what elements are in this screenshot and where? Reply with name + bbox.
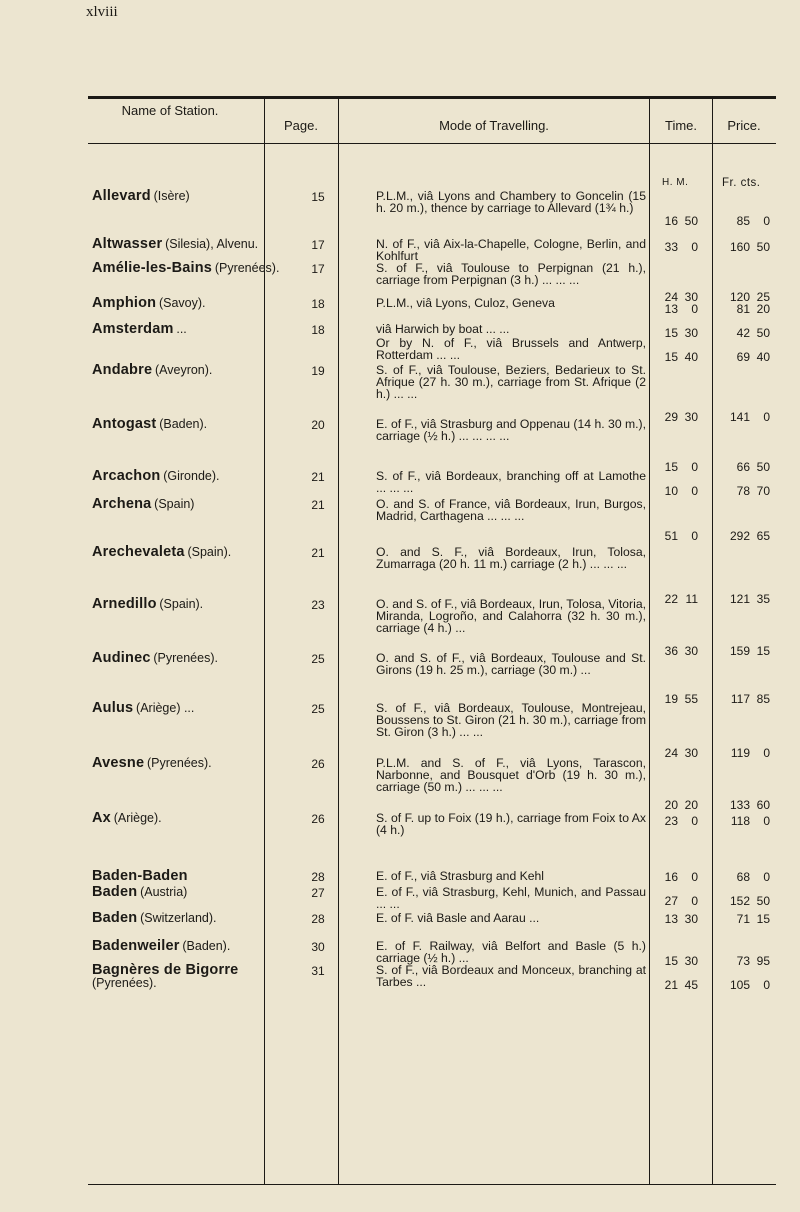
price-centimes: 70 xyxy=(756,484,770,498)
travel-mode: viâ Harwich by boat ... ... xyxy=(376,322,510,336)
time-hours: 13 xyxy=(664,912,678,926)
station-region: (Gironde). xyxy=(163,469,220,483)
price-centimes: 0 xyxy=(763,814,770,828)
travel-mode: Or by N. of F., viâ Brussels and Antwerp, Rotterdam ... ... xyxy=(376,336,646,363)
fare-price xyxy=(722,326,780,340)
station-name xyxy=(92,418,298,431)
page-ref: 28 xyxy=(311,912,325,926)
price-francs: 133 xyxy=(729,798,750,812)
travel-time xyxy=(656,978,706,992)
time-hours: 33 xyxy=(664,240,678,254)
station-region: (Pyrenées). xyxy=(214,261,280,275)
page-ref: 30 xyxy=(311,940,325,954)
station-name xyxy=(92,912,298,925)
station-region: (Ariège) ... xyxy=(136,701,195,715)
column-divider xyxy=(338,98,339,1185)
station-name xyxy=(92,238,298,251)
price-francs: 159 xyxy=(729,644,750,658)
travel-mode: E. of F., viâ Strasburg and Oppenau (14 h. 30 m.), carriage (½ h.) ... ... ... ... xyxy=(376,417,646,444)
price-units: Fr. cts. xyxy=(722,177,761,189)
time-hours: 22 xyxy=(664,592,678,606)
time-minutes: 20 xyxy=(684,798,698,812)
time-minutes: 30 xyxy=(684,746,698,760)
fare-price xyxy=(722,798,780,812)
fare-price xyxy=(722,814,780,828)
time-minutes: 11 xyxy=(685,592,698,606)
fare-price xyxy=(722,592,780,606)
page-ref: 28 xyxy=(311,870,325,884)
page-ref: 25 xyxy=(311,652,325,666)
station-title: Baden-Baden xyxy=(92,868,188,884)
page-ref: 27 xyxy=(311,886,325,900)
header-price: Price. xyxy=(727,118,761,133)
station-region: (Baden). xyxy=(182,939,231,953)
price-francs: 105 xyxy=(729,978,750,992)
station-name xyxy=(92,546,298,559)
page-ref: 17 xyxy=(311,238,325,252)
travel-mode: S. of F. up to Foix (19 h.), carriage from Foix to Ax (4 h.) xyxy=(376,811,646,838)
fare-price xyxy=(722,692,780,706)
header-name: Name of Station. xyxy=(121,103,219,118)
price-centimes: 65 xyxy=(756,529,770,543)
time-minutes: 0 xyxy=(691,302,698,316)
time-minutes: 30 xyxy=(684,410,698,424)
travel-mode: S. of F., viâ Bordeaux, branching off at Lamothe ... ... ... xyxy=(376,469,646,496)
fare-price xyxy=(722,484,780,498)
station-title: Andabre xyxy=(92,362,153,378)
fare-price xyxy=(722,350,780,364)
station-title: Amélie-les-Bains xyxy=(92,260,213,276)
price-francs: 42 xyxy=(736,326,750,340)
travel-mode: E. of F. viâ Basle and Aarau ... xyxy=(376,911,540,925)
price-francs: 118 xyxy=(730,814,750,828)
station-title: Amphion xyxy=(92,295,157,311)
fare-price xyxy=(722,410,780,424)
page-ref: 23 xyxy=(311,598,325,612)
page-ref: 19 xyxy=(311,364,325,378)
fare-price xyxy=(722,894,780,908)
price-francs: 71 xyxy=(736,912,750,926)
station-title: Audinec xyxy=(92,650,151,666)
station-region: (Aveyron). xyxy=(154,363,213,377)
station-title: Archena xyxy=(92,496,152,512)
time-hours: 21 xyxy=(664,978,678,992)
travel-time xyxy=(656,326,706,340)
price-centimes: 0 xyxy=(763,870,770,884)
price-centimes: 15 xyxy=(756,912,770,926)
fare-price xyxy=(722,214,780,228)
station-name xyxy=(92,870,298,883)
travel-time xyxy=(656,644,706,658)
price-francs: 121 xyxy=(729,592,750,606)
station-name xyxy=(92,470,298,483)
time-minutes: 45 xyxy=(684,978,698,992)
fare-price xyxy=(722,302,780,316)
time-hours: 10 xyxy=(664,484,678,498)
page-ref: 31 xyxy=(311,964,325,978)
station-name xyxy=(92,812,298,825)
price-francs: 119 xyxy=(730,746,750,760)
time-minutes: 30 xyxy=(684,912,698,926)
price-centimes: 85 xyxy=(756,692,770,706)
station-name xyxy=(92,598,298,611)
travel-mode: E. of F., viâ Strasburg, Kehl, Munich, and Passau ... ... xyxy=(376,885,646,912)
travel-mode: P.L.M., viâ Lyons, Culoz, Geneva xyxy=(376,296,555,310)
price-francs: 292 xyxy=(729,529,750,543)
station-title: Allevard xyxy=(92,188,151,204)
time-units: H. M. xyxy=(662,177,689,188)
fare-price xyxy=(722,460,780,474)
time-hours: 16 xyxy=(664,870,678,884)
travel-mode: N. of F., viâ Aix-la-Chapelle, Cologne, Berlin, and Kohlfurt xyxy=(376,237,646,264)
fare-price xyxy=(722,978,780,992)
column-divider xyxy=(712,98,713,1185)
page-number: xlviii xyxy=(86,4,118,20)
travel-time xyxy=(656,894,706,908)
travel-mode: S. of F., viâ Toulouse to Perpignan (21 h.), carriage from Perpignan (3 h.) ... ... ... xyxy=(376,261,646,288)
travel-mode: S. of F., viâ Bordeaux, Toulouse, Montrejeau, Boussens to St. Giron (21 h. 30 m.), carriage from St. Giron (3 h.) ... ... xyxy=(376,701,646,740)
station-name xyxy=(92,702,298,715)
travel-mode: P.L.M. and S. of F., viâ Lyons, Tarascon, Narbonne, and Bousquet d'Orb (19 h. 30 m.), carriage (50 m.) ... ... ... xyxy=(376,756,646,795)
page-ref: 21 xyxy=(311,546,325,560)
time-hours: 15 xyxy=(664,954,678,968)
travel-time xyxy=(656,954,706,968)
travel-mode: O. and S. of France, viâ Bordeaux, Irun, Burgos, Madrid, Carthagena ... ... ... xyxy=(376,497,646,524)
time-minutes: 0 xyxy=(691,240,698,254)
time-hours: 15 xyxy=(664,350,678,364)
travel-mode: E. of F. Railway, viâ Belfort and Basle (5 h.) carriage (½ h.) ... xyxy=(376,939,646,966)
price-francs: 81 xyxy=(736,302,750,316)
travel-mode: S. of F., viâ Toulouse, Beziers, Bedarieux to St. Afrique (27 h. 30 m.), carriage from St. Afrique (2 h.) ... ... xyxy=(376,363,646,402)
travel-mode: S. of F., viâ Bordeaux and Monceux, branching at Tarbes ... xyxy=(376,963,646,990)
station-region: (Pyrenées). xyxy=(147,756,212,770)
time-minutes: 0 xyxy=(691,460,698,474)
time-hours: 29 xyxy=(664,410,678,424)
station-region: (Austria) xyxy=(140,885,188,899)
price-francs: 152 xyxy=(729,894,750,908)
station-region: (Spain). xyxy=(159,597,204,611)
station-name xyxy=(92,262,298,275)
price-centimes: 25 xyxy=(756,290,770,304)
time-hours: 23 xyxy=(664,814,678,828)
station-region: (Isère) xyxy=(153,189,190,203)
station-name xyxy=(92,757,298,770)
travel-mode: O. and S. of F., viâ Bordeaux, Irun, Tolosa, Vitoria, Miranda, Logroño, and Calahorra (32 h. 30 m.), carriage (4 h.) ... xyxy=(376,597,646,636)
time-hours: 16 xyxy=(664,214,678,228)
station-name xyxy=(92,652,298,665)
travel-time xyxy=(656,410,706,424)
price-centimes: 0 xyxy=(763,410,770,424)
travel-time xyxy=(656,798,706,812)
station-region: (Savoy). xyxy=(158,296,206,310)
time-hours: 51 xyxy=(664,529,678,543)
header-page: Page. xyxy=(284,118,318,133)
page-ref: 26 xyxy=(311,757,325,771)
time-minutes: 30 xyxy=(684,326,698,340)
time-minutes: 0 xyxy=(691,894,698,908)
station-region: (Switzerland). xyxy=(140,911,217,925)
travel-time xyxy=(656,460,706,474)
time-hours: 24 xyxy=(664,746,678,760)
price-centimes: 0 xyxy=(763,214,770,228)
page-ref: 18 xyxy=(311,323,325,337)
price-centimes: 60 xyxy=(756,798,770,812)
station-region: (Baden). xyxy=(159,417,208,431)
travel-time xyxy=(656,529,706,543)
bottom-rule xyxy=(88,1184,776,1185)
column-divider xyxy=(649,98,650,1185)
page-ref: 17 xyxy=(311,262,325,276)
fare-price xyxy=(722,746,780,760)
station-name xyxy=(92,940,298,953)
station-title: Ax xyxy=(92,810,111,826)
time-hours: 20 xyxy=(664,798,678,812)
page-ref: 20 xyxy=(311,418,325,432)
station-title: Altwasser xyxy=(92,236,163,252)
station-title: Arnedillo xyxy=(92,596,157,612)
travel-time xyxy=(656,912,706,926)
price-francs: 85 xyxy=(736,214,750,228)
fare-price xyxy=(722,870,780,884)
station-region: (Silesia), Alvenu. xyxy=(165,237,259,251)
fare-price xyxy=(722,240,780,254)
travel-mode: E. of F., viâ Strasburg and Kehl xyxy=(376,869,545,883)
travel-time xyxy=(656,814,706,828)
price-centimes: 95 xyxy=(756,954,770,968)
time-hours: 15 xyxy=(664,326,678,340)
time-minutes: 30 xyxy=(684,954,698,968)
station-title: Aulus xyxy=(92,700,134,716)
time-hours: 24 xyxy=(664,290,678,304)
travel-mode: O. and S. F., viâ Bordeaux, Irun, Tolosa, Zumarraga (20 h. 11 m.) carriage (2 h.) ... ... ... xyxy=(376,545,646,572)
station-region: (Ariège). xyxy=(113,811,162,825)
travel-time xyxy=(656,240,706,254)
travel-time xyxy=(656,692,706,706)
page-ref: 26 xyxy=(311,812,325,826)
travel-time xyxy=(656,592,706,606)
station-title: Baden xyxy=(92,884,138,900)
time-minutes: 40 xyxy=(684,350,698,364)
price-centimes: 50 xyxy=(756,894,770,908)
price-francs: 78 xyxy=(736,484,750,498)
travel-time xyxy=(656,870,706,884)
time-minutes: 0 xyxy=(691,870,698,884)
station-name xyxy=(92,190,298,203)
page-ref: 15 xyxy=(311,190,325,204)
travel-time xyxy=(656,484,706,498)
price-francs: 141 xyxy=(729,410,750,424)
time-minutes: 55 xyxy=(684,692,698,706)
price-francs: 68 xyxy=(736,870,750,884)
price-centimes: 0 xyxy=(763,978,770,992)
travel-time xyxy=(656,214,706,228)
station-region: (Spain). xyxy=(187,545,232,559)
price-francs: 69 xyxy=(736,350,750,364)
page-ref: 21 xyxy=(311,470,325,484)
station-region: (Pyrenées). xyxy=(92,976,157,990)
station-region: (Pyrenées). xyxy=(153,651,218,665)
travel-mode: O. and S. of F., viâ Bordeaux, Toulouse and St. Girons (19 h. 25 m.), carriage (30 m.) ... xyxy=(376,651,646,678)
time-hours: 13 xyxy=(664,302,678,316)
price-francs: 160 xyxy=(729,240,750,254)
fare-price xyxy=(722,954,780,968)
station-title: Arcachon xyxy=(92,468,161,484)
price-centimes: 40 xyxy=(756,350,770,364)
station-name xyxy=(92,364,298,377)
travel-time xyxy=(656,350,706,364)
travel-time xyxy=(656,302,706,316)
station-title: Arechevaleta xyxy=(92,544,185,560)
time-minutes: 0 xyxy=(691,814,698,828)
time-minutes: 50 xyxy=(684,214,698,228)
time-minutes: 0 xyxy=(691,484,698,498)
price-francs: 120 xyxy=(729,290,750,304)
page-ref: 18 xyxy=(311,297,325,311)
price-centimes: 35 xyxy=(756,592,770,606)
station-name xyxy=(92,498,298,511)
travel-time xyxy=(656,746,706,760)
header-time: Time. xyxy=(664,118,698,133)
time-hours: 15 xyxy=(664,460,678,474)
station-title: Baden xyxy=(92,910,138,926)
station-title: Antogast xyxy=(92,416,157,432)
station-title: Bagnères de Bigorre xyxy=(92,962,239,978)
station-region: (Spain) xyxy=(154,497,195,511)
station-title: Badenweiler xyxy=(92,938,180,954)
fare-price xyxy=(722,644,780,658)
price-francs: 66 xyxy=(736,460,750,474)
top-rule xyxy=(88,96,776,99)
station-title: Amsterdam xyxy=(92,321,174,337)
fare-price xyxy=(722,529,780,543)
station-name xyxy=(92,964,298,990)
time-hours: 36 xyxy=(664,644,678,658)
header-mode: Mode of Travelling. xyxy=(439,118,549,133)
time-minutes: 30 xyxy=(684,290,698,304)
station-name xyxy=(92,323,298,336)
header-rule xyxy=(88,143,776,144)
travel-mode: P.L.M., viâ Lyons and Chambery to Goncelin (15 h. 20 m.), thence by carriage to Allevard (1¾ h.) xyxy=(376,189,646,216)
time-hours: 27 xyxy=(664,894,678,908)
page-ref: 21 xyxy=(311,498,325,512)
time-hours: 19 xyxy=(664,692,678,706)
station-name xyxy=(92,886,298,899)
price-centimes: 50 xyxy=(756,460,770,474)
price-centimes: 15 xyxy=(756,644,770,658)
price-centimes: 50 xyxy=(756,326,770,340)
time-minutes: 30 xyxy=(684,644,698,658)
station-title: Avesne xyxy=(92,755,145,771)
fare-price xyxy=(722,912,780,926)
price-francs: 73 xyxy=(736,954,750,968)
time-minutes: 0 xyxy=(691,529,698,543)
price-centimes: 0 xyxy=(763,746,770,760)
price-centimes: 50 xyxy=(756,240,770,254)
station-region: ... xyxy=(176,322,187,336)
price-francs: 117 xyxy=(730,692,750,706)
station-name xyxy=(92,297,298,310)
price-centimes: 20 xyxy=(756,302,770,316)
page-ref: 25 xyxy=(311,702,325,716)
